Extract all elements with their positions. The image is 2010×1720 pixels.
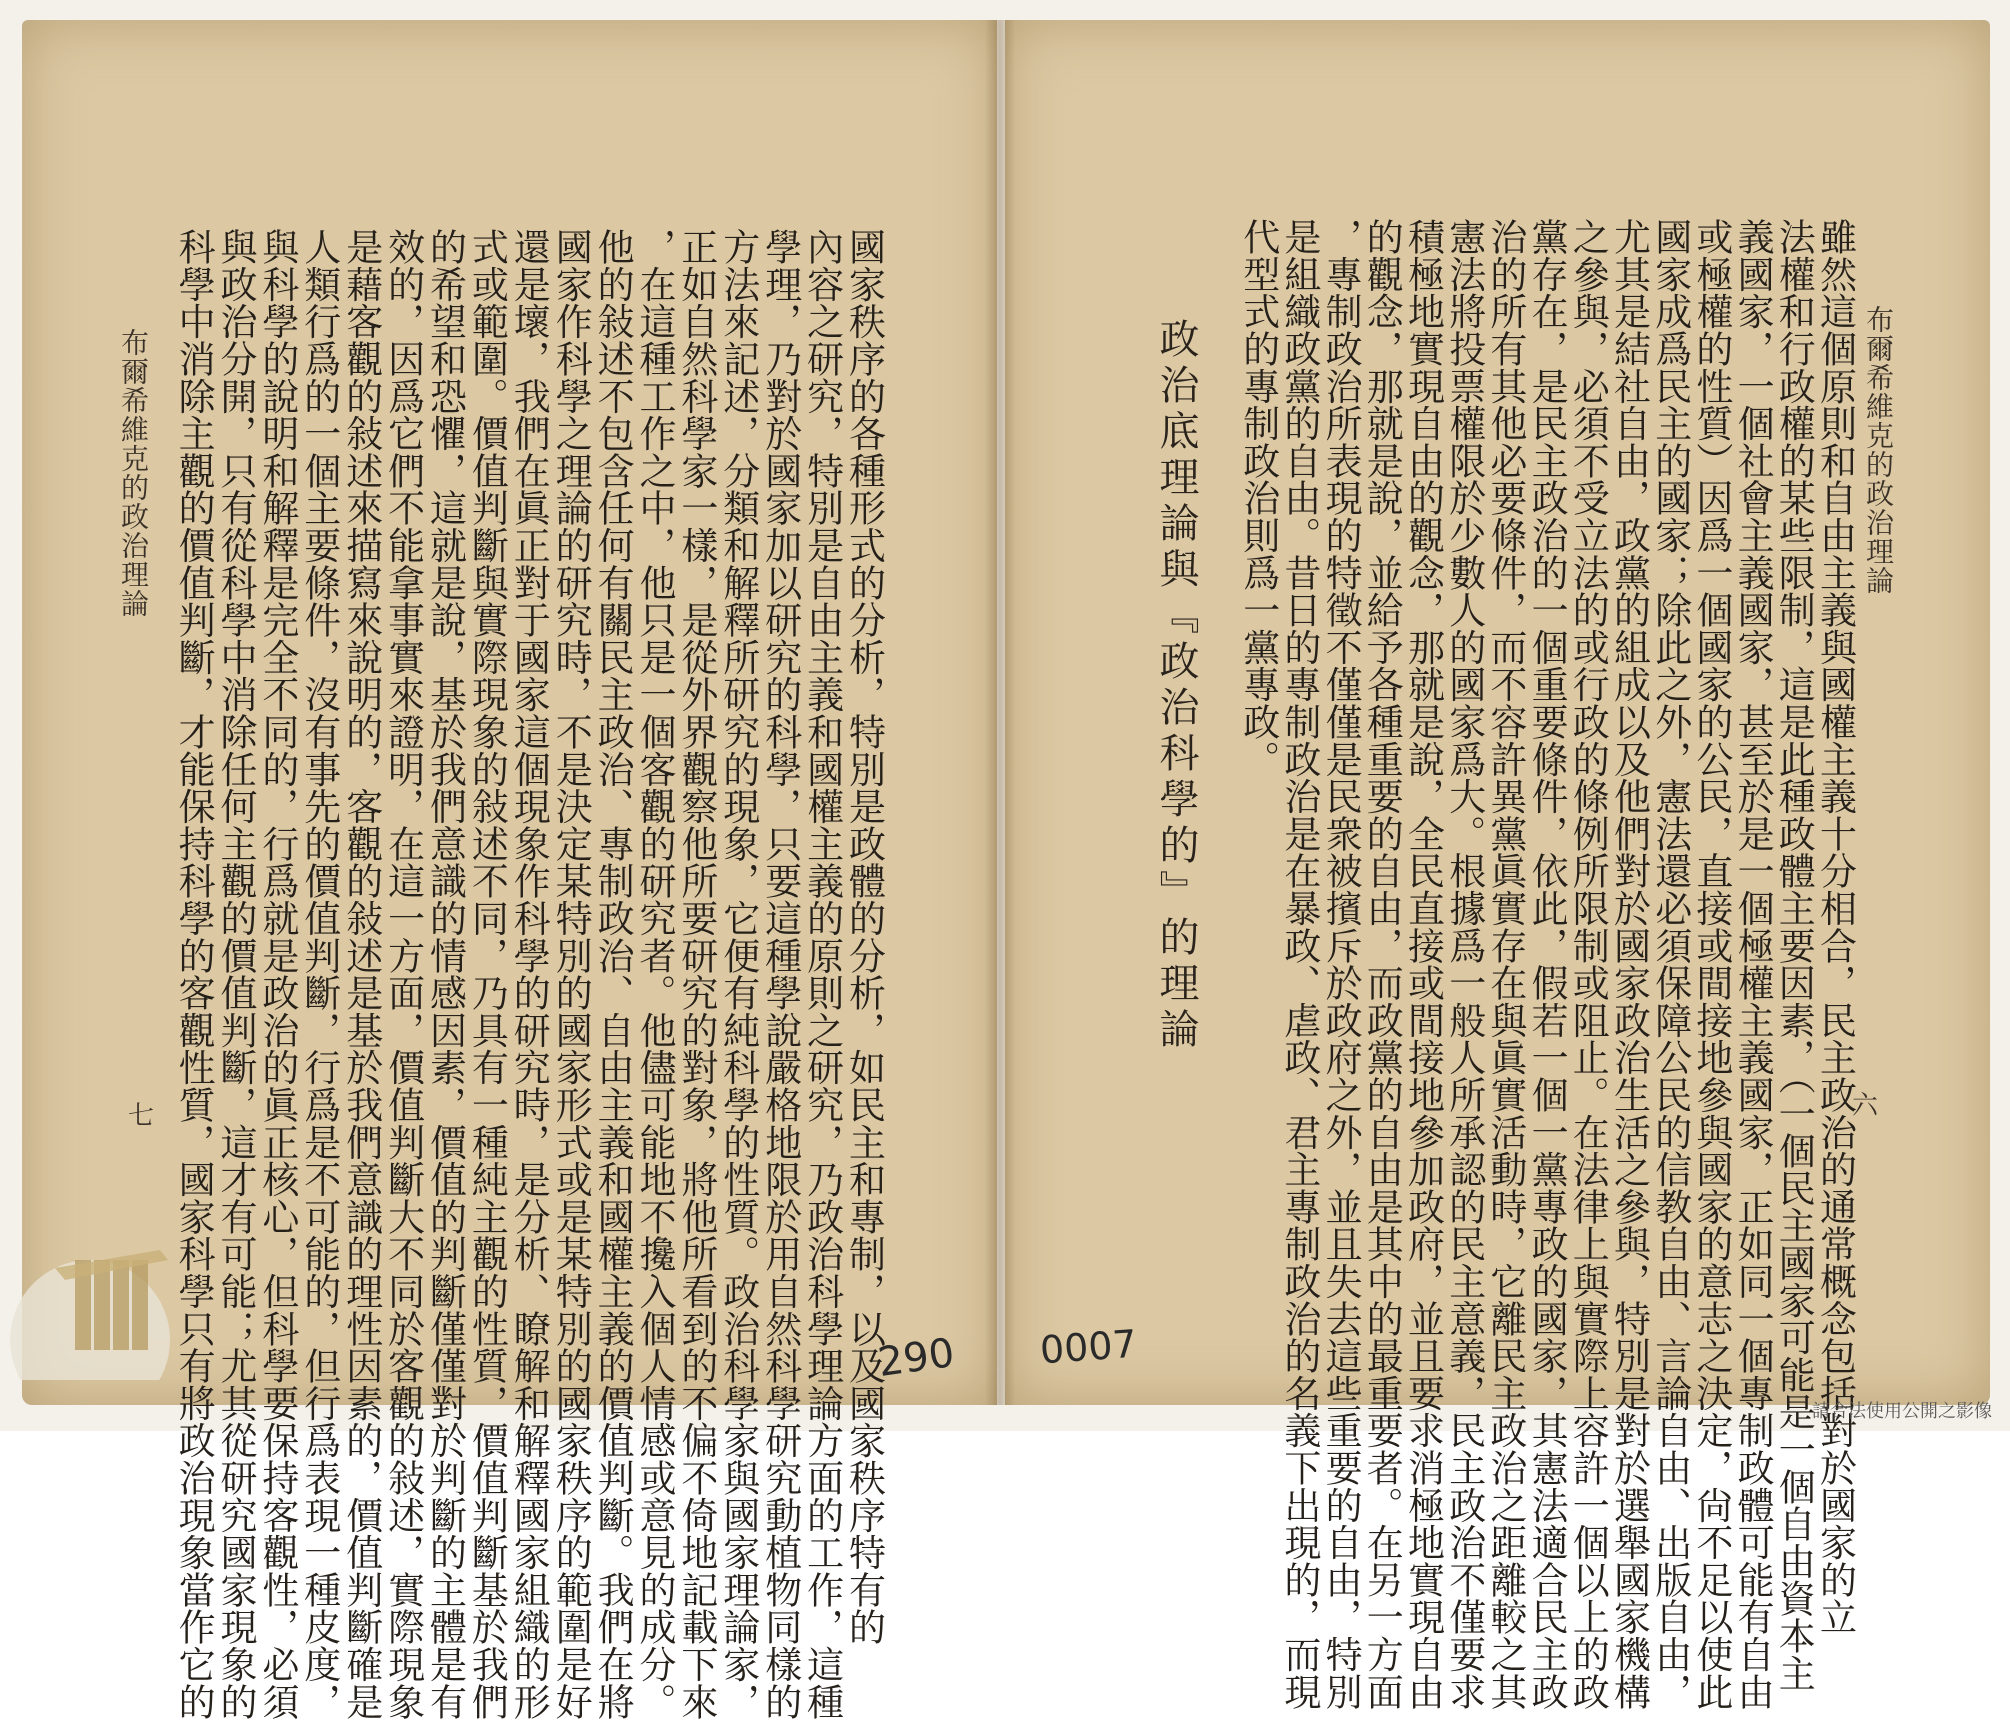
text-column: 人類行爲的一個主要條件，沒有事先的價值判斷，行爲是不可能的，但行爲表現一種皮度， [297, 228, 341, 1720]
text-column: 法權和行政權的某些限制，這是此種政體主要因素，（一個民主國家可能是一個自由資本主 [1772, 218, 1816, 1692]
text-column: 方法來記述，分類和解釋所研究的現象，它便有純科學的性質。政治科學家與國家理論家， [716, 228, 760, 1720]
text-column: 尤其是結社自由，政黨的組成以及他們對於國家政治生活之參與，特別是對於選舉國家機構 [1607, 218, 1651, 1710]
archive-stamp-logo [0, 1230, 180, 1380]
text-column: 積極地實現自由的觀念，那就是說，全民直接或間接地參加政府，並且要求消極地實現自由 [1401, 218, 1445, 1710]
handwritten-mark-right: 0007 [1038, 1321, 1139, 1373]
text-column: 還是壞，我們在眞正對于國家這個現象作科學的研究時，是分析、瞭解和解釋國家組織的形 [507, 228, 551, 1720]
text-column: ，在這種工作之中，他只是一個客觀的研究者。他儘可能地不攙入個人情感或意見的成分。 [633, 228, 676, 1720]
text-column: 治的所有其他必要條件，而不容許異黨眞實存在與眞實活動時，它離民主政治之距離較之其 [1483, 218, 1527, 1710]
text-column: 國家作科學之理論的研究時，不是決定某特別的國家形式或是某特別的國家秩序的範圍是好 [549, 228, 593, 1720]
text-column: 科學中消除主觀的價值判斷，才能保持科學的客觀性質，國家科學只有將政治現象當作它的 [172, 228, 216, 1720]
left-page-header: 布爾希維克的政治理論 [117, 328, 150, 618]
right-page-header: 布爾希維克的政治理論 [1862, 305, 1895, 595]
right-page-number: 六 [1852, 1091, 1879, 1121]
text-column: 憲法將投票權限於少數人的國家爲大。根據爲一般人所承認的民主意義，民主政治不僅要求 [1442, 218, 1486, 1710]
text-column: 的希望和恐懼，這就是說，基於我們意識的情感因素，價值的判斷僅僅對於判斷的主體是有 [423, 228, 467, 1720]
text-column: 效的，因爲它們不能拿事實來證明，在這一方面，價值判斷大不同於客觀的敍述，實際現象 [381, 228, 425, 1720]
text-column: 學理，乃對於國家加以研究的科學，只要這種學說嚴格地限於用自然科學研究動植物同樣的 [758, 228, 802, 1720]
section-title: 政治底理論與『政治科學的』的理論 [1153, 318, 1199, 1054]
text-column: 之參與，必須不受立法的或行政的條例所限制或阻止。在法律上與實際上容許一個以上的政 [1566, 218, 1610, 1710]
text-column: 是藉客觀的敍述來描寫來說明的，客觀的敍述是基於我們意識的理性因素的，價值判斷確是 [339, 228, 383, 1720]
text-column: 或極權的性質）因爲一個國家的公民，直接或間接地參與國家的意志之決定，尙不足以使此 [1689, 218, 1733, 1710]
text-column: 與政治分開，只有從科學中消除任何主觀的價值判斷，這才有可能；尤其從研究國家現象的 [214, 228, 257, 1720]
text-column: 代型式的專制政治則爲一黨專政。 [1236, 218, 1280, 778]
text-column: 正如自然科學家一樣，是從外界觀察他所要研究的對象，將他所看到的不偏不倚地記載下來 [674, 228, 718, 1720]
usage-watermark: 請合法使用公開之影像 [1812, 1401, 1992, 1422]
handwritten-mark-left: 290 [875, 1329, 958, 1387]
text-column: 的觀念，那就是說，並給予各種重要的自由，而政黨的自由是其中的最重要者。在另一方面 [1360, 218, 1404, 1710]
text-column: 他的敍述不包含任何有關民主政治、專制政治、自由主義和國權主義的價值判斷。我們在將 [591, 228, 635, 1720]
left-page-number: 七 [128, 1101, 155, 1131]
book-gutter [985, 20, 1015, 1405]
text-column: 內容之研究，特別是自由主義和國權主義的原則之研究，乃政治科學理論方面的工作，這種 [800, 228, 844, 1720]
text-column: 義國家，一個社會主義國家，甚至於是一個極權主義國家，正如同一個專制政體可能有自由 [1731, 218, 1775, 1710]
text-column: 雖然這個原則和自由主義與國權主義十分相合，民主政治的通常概念包括對於國家的立 [1813, 218, 1857, 1636]
text-column: 式或範圍。價值判斷與實際現象的敍述不同，乃具有一種純主觀的性質，價值判斷基於我們 [465, 228, 509, 1720]
text-column: 是組織政黨的自由。昔日的專制政治是在暴政、虐政、君主專制政治的名義下出現的，而現 [1277, 218, 1321, 1710]
text-column: ，專制政治所表現的特徵不僅僅是民衆被擯斥於政府之外，並且失去這些重要的自由，特別 [1319, 218, 1363, 1710]
text-column: 國家秩序的各種形式的分析，特別是政體的分析，如民主和專制，以及國家秩序特有的 [842, 228, 886, 1646]
text-column: 國家成爲民主的國家；除此之外，憲法還必須保障公民的信教自由、言論自由、出版自由， [1648, 218, 1692, 1710]
text-column: 黨存在，是民主政治的一個重要條件，依此，假若一個一黨專政的國家，其憲法適合民主政 [1525, 218, 1569, 1710]
text-column: 與科學的說明和解釋是完全不同的，行爲就是政治的眞正核心，但科學要保持客觀性，必須 [255, 228, 299, 1720]
